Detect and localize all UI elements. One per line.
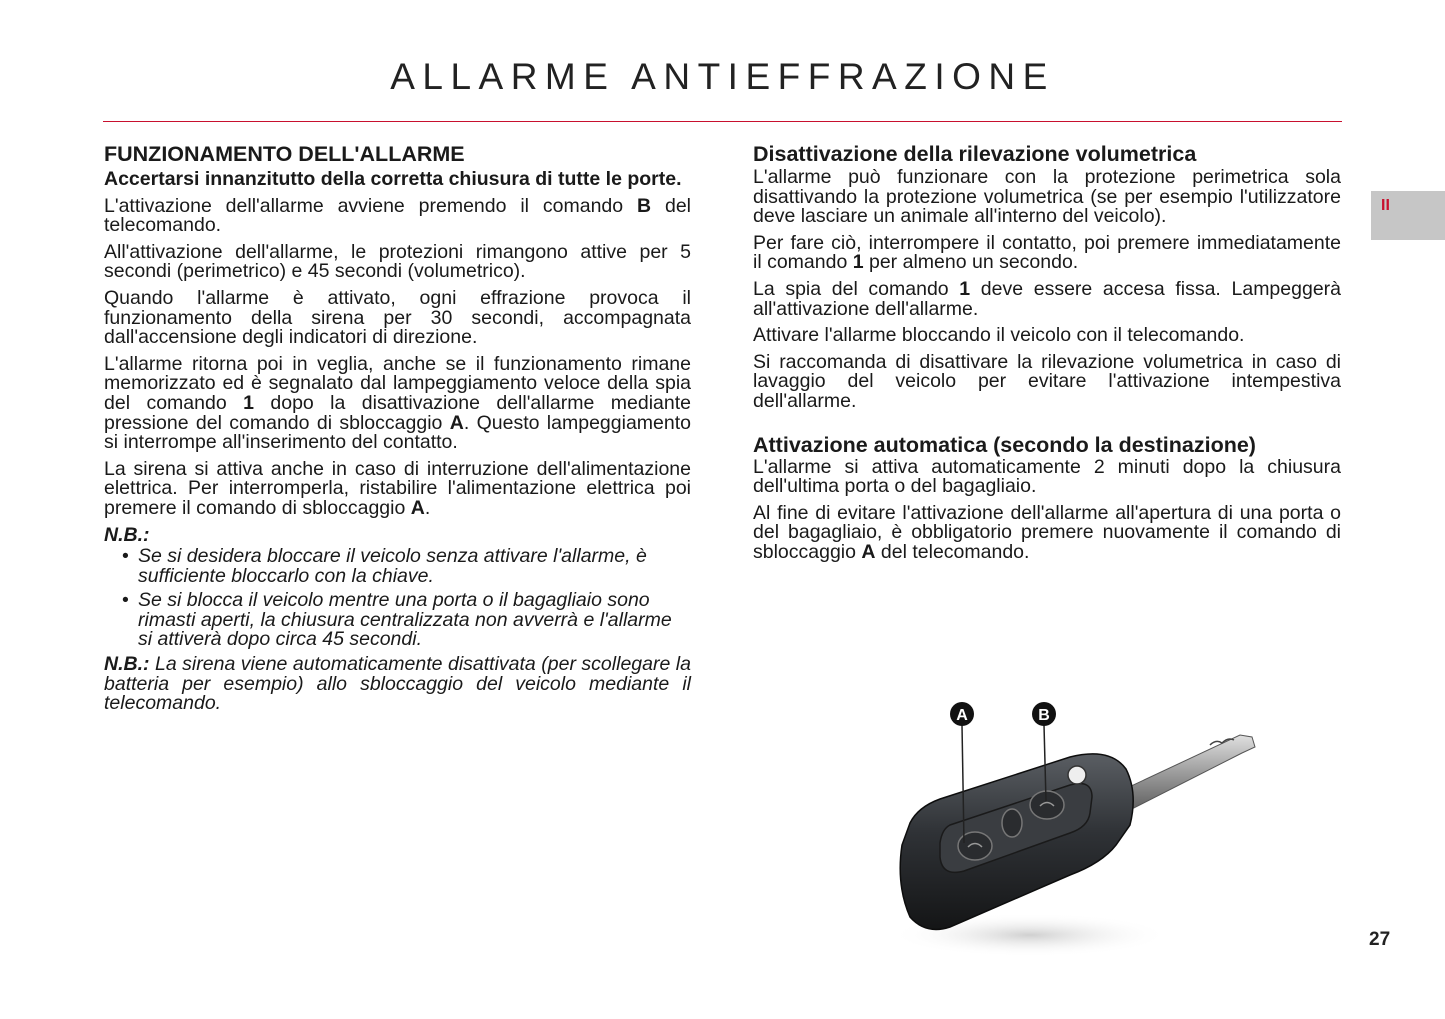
section-heading-volumetric: Disattivazione della rilevazione volumetrica (753, 142, 1197, 166)
ring-hole (1068, 766, 1086, 784)
paragraph-perimetric: L'allarme può funzionare con la protezione perimetrica sola disattivando la protezione volumetrica (se per esempio l'utilizzatore deve lasciare un animale all'interno del veicolo). (753, 166, 1341, 228)
nb-label: N.B.: (104, 523, 150, 546)
title-divider (103, 121, 1342, 122)
section-heading-automatic: Attivazione automatica (secondo la destinazione) (753, 432, 1256, 457)
remote-key-illustration (880, 695, 1260, 960)
callout-a-label: A (956, 707, 968, 724)
right-column (753, 143, 1341, 570)
key-fob (900, 754, 1133, 930)
lock-button (1030, 791, 1064, 819)
trunk-button (1002, 809, 1022, 837)
page-title: ALLARME ANTIEFFRAZIONE (390, 56, 1055, 97)
list-item: • Se si desidera bloccare il veicolo senza attivare l'allarme, è sufficiente bloccarlo con la chiave. (122, 545, 647, 587)
key-ref-a: A (861, 540, 876, 563)
paragraph-siren: Quando l'allarme è attivato, ogni effrazione provoca il funzionamento della sirena per 30 secondi, accompagnata dall'accensione degli indicatori di direzione. (104, 286, 691, 349)
paragraph-power-cut: La sirena si attiva anche in caso di interruzione dell'alimentazione elettrica. Per interromperla, ristabilire l'alimentazione elettrica poi premere il comando di sbloccaggio A. (104, 457, 691, 519)
key-ref-1: 1 (852, 251, 864, 274)
chapter-tab[interactable] (1371, 191, 1445, 240)
chapter-tab-label: II (1381, 197, 1390, 214)
callout-b-label: B (1038, 707, 1050, 724)
bullet-icon: • (122, 545, 129, 568)
key-ref-b: B (637, 194, 652, 217)
paragraph-activate: Attivare l'allarme bloccando il veicolo con il telecomando. (753, 324, 1245, 347)
paragraph-unlock: Al fine di evitare l'attivazione dell'allarme all'apertura di una porta o del bagagliaio, è obbligatorio premere nuovamente il comando di sbloccaggio A del telecomando. (753, 501, 1341, 563)
paragraph-washing: Si raccomanda di disattivare la rilevazione volumetrica in caso di lavaggio del veicolo per evitare l'attivazione intempestiva dell'allarme. (753, 350, 1341, 412)
lead-paragraph: Accertarsi innanzitutto della corretta chiusura di tutte le porte. (104, 168, 682, 190)
paragraph-auto-activation: L'allarme si attiva automaticamente 2 minuti dopo la chiusura dell'ultima porta o del bagagliaio. (753, 455, 1341, 498)
paragraph-activation: L'attivazione dell'allarme avviene premendo il comando B del telecomando. (104, 194, 691, 237)
paragraph-procedure: Per fare ciò, interrompere il contatto, poi premere immediatamente il comando 1 per almeno un secondo. (753, 231, 1341, 274)
key-ref-1: 1 (243, 391, 254, 414)
list-item: • Se si blocca il veicolo mentre una porta o il bagagliaio sono rimasti aperti, la chiusura centralizzata non avverrà e l'allarme si attiverà dopo circa 45 secondi. (122, 589, 672, 651)
paragraph-standby: L'allarme ritorna poi in veglia, anche se il funzionamento rimane memorizzato ed è segnalato dal lampeggiamento veloce della spia del comando 1 dopo la disattivazione dell'allarme mediante pressione del comando di sbloccaggio A. Questo lampeggiamento si interrompe all'inserimento del contatto. (104, 352, 692, 454)
paragraph-indicator: La spia del comando 1 deve essere accesa fissa. Lampeggerà all'attivazione dell'allarme. (753, 277, 1341, 320)
nb-final-note: N.B.: La sirena viene automaticamente disattivata (per scollegare la batteria per esempio) allo sbloccaggio del veicolo mediante il telecomando. (104, 653, 691, 715)
section-heading-funzionamento: FUNZIONAMENTO DELL'ALLARME (104, 142, 465, 166)
key-ref-1: 1 (959, 277, 971, 300)
bullet-icon: • (122, 589, 129, 612)
nb-list (104, 547, 691, 650)
left-column (104, 143, 691, 721)
paragraph-protections: All'attivazione dell'allarme, le protezioni rimangono attive per 5 secondi (perimetrico) e 45 secondi (volumetrico). (104, 240, 691, 283)
key-ref-a: A (449, 411, 464, 434)
key-ref-a: A (410, 496, 425, 519)
unlock-button (958, 832, 992, 860)
page-number: 27 (1369, 929, 1391, 950)
